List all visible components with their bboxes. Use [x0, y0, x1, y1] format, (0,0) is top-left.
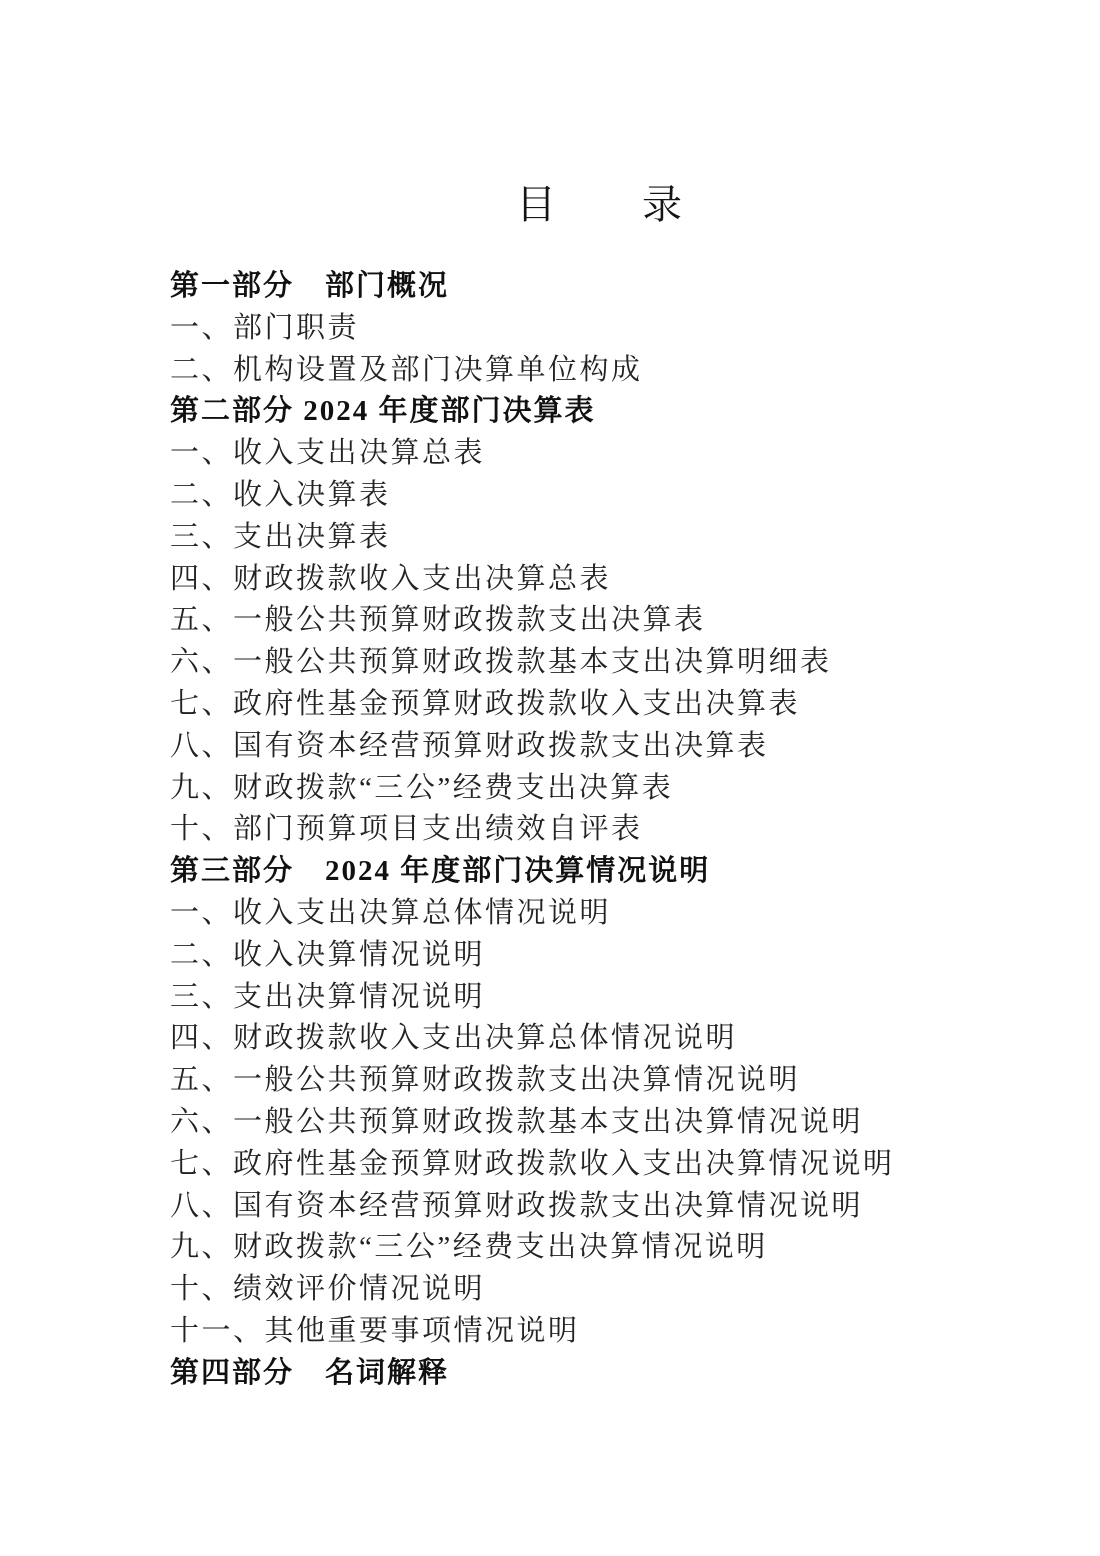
toc-section-heading-part2: 第二部分 2024 年度部门决算表 [170, 395, 596, 428]
toc-item: 十、部门预算项目支出绩效自评表 [170, 813, 643, 846]
toc-item: 十、绩效评价情况说明 [170, 1273, 486, 1306]
toc-item: 八、国有资本经营预算财政拨款支出决算表 [170, 729, 769, 762]
toc-item: 一、收入支出决算总体情况说明 [170, 896, 612, 929]
toc-item: 五、一般公共预算财政拨款支出决算情况说明 [170, 1064, 801, 1097]
toc-item: 七、政府性基金预算财政拨款收入支出决算情况说明 [170, 1147, 895, 1180]
toc-item: 四、财政拨款收入支出决算总表 [170, 562, 612, 595]
toc-item: 二、收入决算情况说明 [170, 938, 486, 971]
toc-item: 三、支出决算表 [170, 520, 391, 553]
toc-item: 七、政府性基金预算财政拨款收入支出决算表 [170, 687, 801, 720]
toc-item: 二、收入决算表 [170, 478, 391, 511]
toc-item: 八、国有资本经营预算财政拨款支出决算情况说明 [170, 1189, 864, 1222]
toc-item: 六、一般公共预算财政拨款基本支出决算情况说明 [170, 1105, 864, 1138]
toc-item: 一、收入支出决算总表 [170, 437, 486, 470]
toc-section-heading-part1: 第一部分 部门概况 [170, 270, 450, 302]
toc-item: 二、机构设置及部门决算单位构成 [170, 353, 643, 386]
table-of-contents [170, 266, 980, 1395]
toc-item: 六、一般公共预算财政拨款基本支出决算明细表 [170, 646, 832, 679]
page-title: 目 录 [516, 182, 684, 227]
toc-section-heading-part3: 第三部分 2024 年度部门决算情况说明 [170, 855, 711, 888]
toc-item: 四、财政拨款收入支出决算总体情况说明 [170, 1022, 738, 1055]
toc-item: 一、部门职责 [170, 311, 360, 344]
toc-section-heading-part4: 第四部分 名词解释 [170, 1356, 450, 1389]
toc-item: 九、财政拨款“三公”经费支出决算表 [170, 771, 674, 804]
toc-item: 三、支出决算情况说明 [170, 980, 486, 1013]
toc-item: 五、一般公共预算财政拨款支出决算表 [170, 604, 706, 637]
toc-item: 十一、其他重要事项情况说明 [170, 1314, 580, 1347]
toc-item: 九、财政拨款“三公”经费支出决算情况说明 [170, 1231, 768, 1264]
